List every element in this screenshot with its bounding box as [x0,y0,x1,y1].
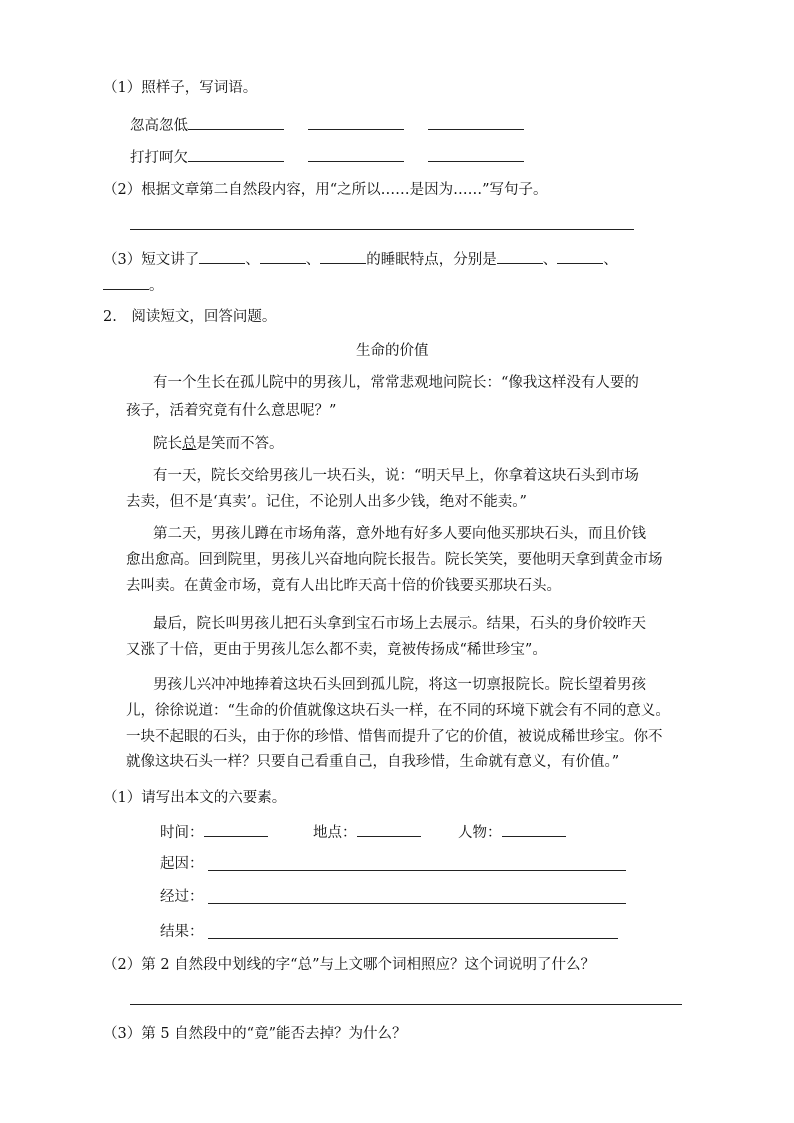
question-1-2: （2）根据文章第二自然段内容，用“之所以……是因为……”写句子。 [103,182,548,198]
question-2-3: （3）第 5 自然段中的“竟”能否去掉？为什么？ [103,1026,407,1042]
passage-line: 去卖，但不是‘真卖’。记住，不论别人出多少钱，绝对不能卖。” [126,494,527,510]
passage-title: 生命的价值 [356,343,429,359]
result-label: 结果： [160,924,204,940]
place-label: 地点： [313,825,357,841]
passage-line: 最后，院长叫男孩儿把石头拿到宝石市场上去展示。结果，石头的身价较昨天 [153,616,646,632]
time-field [160,821,268,843]
passage-line [153,434,284,454]
passage-line: 就像这块石头一样？只要自己看重自己，自我珍惜，生命就有意义，有价值。” [126,754,620,770]
separator: 、 [245,252,260,268]
passage-line: 孩子，活着究竟有什么意思呢？” [126,403,337,419]
question-text: （3）短文讲了 [103,252,200,268]
word-blank[interactable] [308,146,404,162]
place-field [313,821,421,843]
answer-line[interactable] [130,229,634,230]
question-2-2: （2）第 2 自然段中划线的字“总”与上文哪个词相照应？这个词说明了什么？ [103,957,595,973]
word-blank[interactable] [188,146,284,162]
person-blank[interactable] [502,821,566,837]
separator: 、 [542,252,558,268]
word-blank[interactable] [428,146,524,162]
word-row-2 [130,146,524,168]
answer-blank[interactable] [557,248,603,264]
time-label: 时间： [160,825,204,841]
passage-text: 是笑而不答。 [196,436,284,452]
passage-text: 院长 [153,436,182,452]
question-2-1: （1）请写出本文的六要素。 [103,790,287,806]
answer-blank[interactable] [320,248,366,264]
separator: 、 [305,252,321,268]
process-line[interactable] [208,903,626,904]
example-word-2: 打打呵欠 [130,150,188,166]
person-label: 人物： [458,825,502,841]
word-blank[interactable] [308,114,404,130]
answer-blank[interactable] [103,274,149,290]
cause-label: 起因： [160,856,204,872]
person-field [458,821,566,843]
question-1-3 [103,248,618,270]
separator: 、 [603,252,618,268]
passage-line: 又涨了十倍，更由于男孩儿怎么都不卖，竟被传扬成“稀世珍宝”。 [126,642,547,658]
word-blank[interactable] [188,114,284,130]
answer-line[interactable] [130,1004,682,1005]
question-1-1: （1）照样子，写词语。 [103,80,258,96]
word-blank[interactable] [428,114,524,130]
answer-blank[interactable] [199,248,245,264]
question-text: 的睡眠特点，分别是 [366,252,497,268]
passage-line: 有一天，院长交给男孩儿一块石头，说：“明天早上，你拿着这块石头到市场 [153,468,639,484]
example-word-1: 忽高忽低 [130,118,188,134]
separator: 。 [149,278,164,294]
section-2-instruction: 2. 阅读短文，回答问题。 [103,309,277,325]
time-blank[interactable] [204,821,268,837]
passage-line: 儿，徐徐说道：“生命的价值就像这块石头一样，在不同的环境下就会有不同的意义。 [126,703,670,719]
passage-line: 去叫卖。在黄金市场，竟有人出比昨天高十倍的价钱要买那块石头。 [126,578,561,594]
passage-line: 愈出愈高。回到院里，男孩儿兴奋地向院长报告。院长笑笑，要他明天拿到黄金市场 [126,552,663,568]
word-row-1 [130,114,524,136]
passage-line: 一块不起眼的石头，由于你的珍惜、惜售而提升了它的价值，被说成稀世珍宝。你不 [126,729,663,745]
answer-blank[interactable] [497,248,543,264]
passage-line: 第二天，男孩儿蹲在市场角落，意外地有好多人要向他买那块石头，而且价钱 [153,526,646,542]
passage-line: 男孩儿兴冲冲地捧着这块石头回到孤儿院，将这一切禀报院长。院长望着男孩 [153,677,646,693]
cause-line[interactable] [208,870,626,871]
answer-blank[interactable] [260,248,306,264]
place-blank[interactable] [357,821,421,837]
process-label: 经过： [160,889,204,905]
question-1-3-continued [103,274,164,296]
result-line[interactable] [208,938,618,939]
passage-line: 有一个生长在孤儿院中的男孩儿，常常悲观地问院长：“像我这样没有人要的 [153,375,639,391]
underlined-character: 总 [182,436,197,452]
